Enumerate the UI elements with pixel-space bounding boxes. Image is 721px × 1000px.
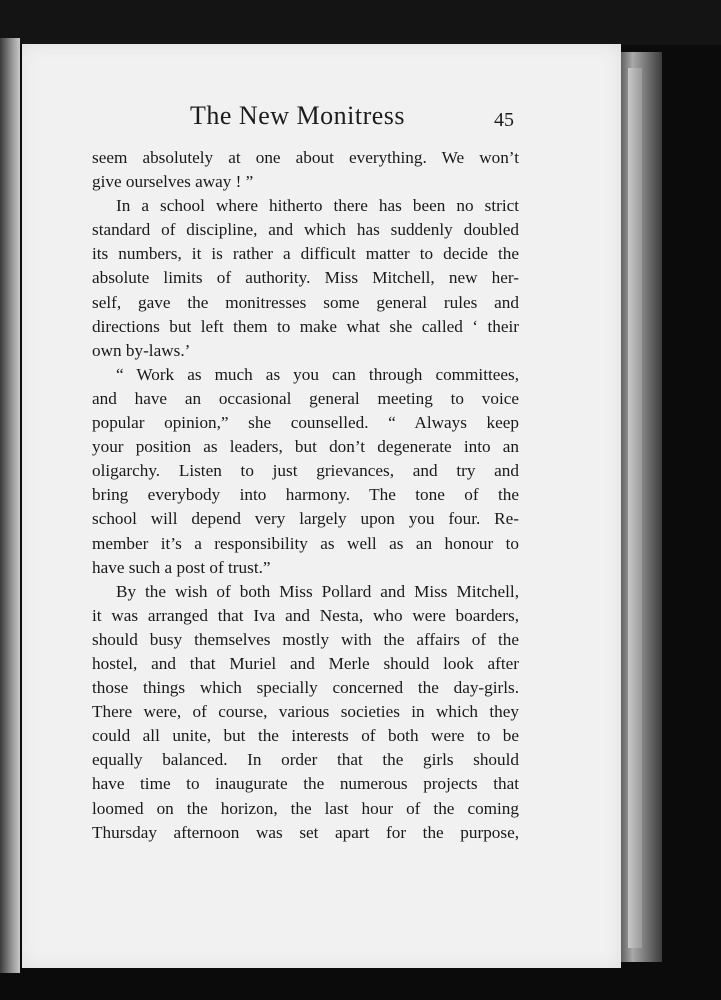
body-text xyxy=(92,146,519,845)
book-cover-left-edge xyxy=(0,38,20,973)
text-line: absolute limits of authority. Miss Mitchell, new her- xyxy=(92,268,519,288)
text-line: seem absolutely at one about everything. We won’t xyxy=(92,148,519,167)
page-edges xyxy=(628,68,642,948)
text-line: it was arranged that Iva and Nesta, who were boarders, xyxy=(92,605,519,625)
text-line: “ Work as much as you can through committees, xyxy=(116,364,519,384)
text-line: those things which specially concerned the day-girls. xyxy=(92,678,519,698)
page-number: 45 xyxy=(494,109,514,131)
text-line: self, gave the monitresses some general rules and xyxy=(92,292,519,312)
book-page xyxy=(22,44,621,968)
running-head xyxy=(22,101,621,135)
backdrop xyxy=(0,0,721,45)
text-line: its numbers, it is rather a difficult matter to decide the xyxy=(92,244,519,264)
text-line: By the wish of both Miss Pollard and Miss Mitchell, xyxy=(116,581,519,601)
text-line: equally balanced. In order that the girls should xyxy=(92,750,519,770)
text-line: There were, of course, various societies in which they xyxy=(92,702,519,722)
text-line: member it’s a responsibility as well as an honour to xyxy=(92,533,519,553)
text-line: popular opinion,” she counselled. “ Always keep xyxy=(92,413,519,433)
text-line: could all unite, but the interests of both were to be xyxy=(92,726,519,746)
text-line: Thursday afternoon was set apart for the purpose, xyxy=(92,822,519,842)
text-line: have time to inaugurate the numerous projects that xyxy=(92,774,519,794)
text-line: oligarchy. Listen to just grievances, and try and xyxy=(92,461,519,481)
text-line: should busy themselves mostly with the affairs of the xyxy=(92,629,519,649)
text-line: bring everybody into harmony. The tone of the xyxy=(92,485,519,505)
text-line: give ourselves away ! ” xyxy=(92,172,254,192)
text-line: have such a post of trust.” xyxy=(92,557,271,577)
text-line: directions but left them to make what she called ‘ their xyxy=(92,316,519,336)
text-line: loomed on the horizon, the last hour of the coming xyxy=(92,798,519,818)
text-line: your position as leaders, but don’t degenerate into an xyxy=(92,437,519,457)
text-line: standard of discipline, and which has suddenly doubled xyxy=(92,220,519,240)
text-line: and have an occasional general meeting to voice xyxy=(92,388,519,408)
text-line: own by-laws.’ xyxy=(92,340,191,360)
running-head-title: The New Monitress xyxy=(190,101,406,130)
text-line: hostel, and that Muriel and Merle should look after xyxy=(92,653,519,673)
text-line: In a school where hitherto there has been no strict xyxy=(116,196,519,216)
text-line: school will depend very largely upon you four. Re- xyxy=(92,509,519,529)
